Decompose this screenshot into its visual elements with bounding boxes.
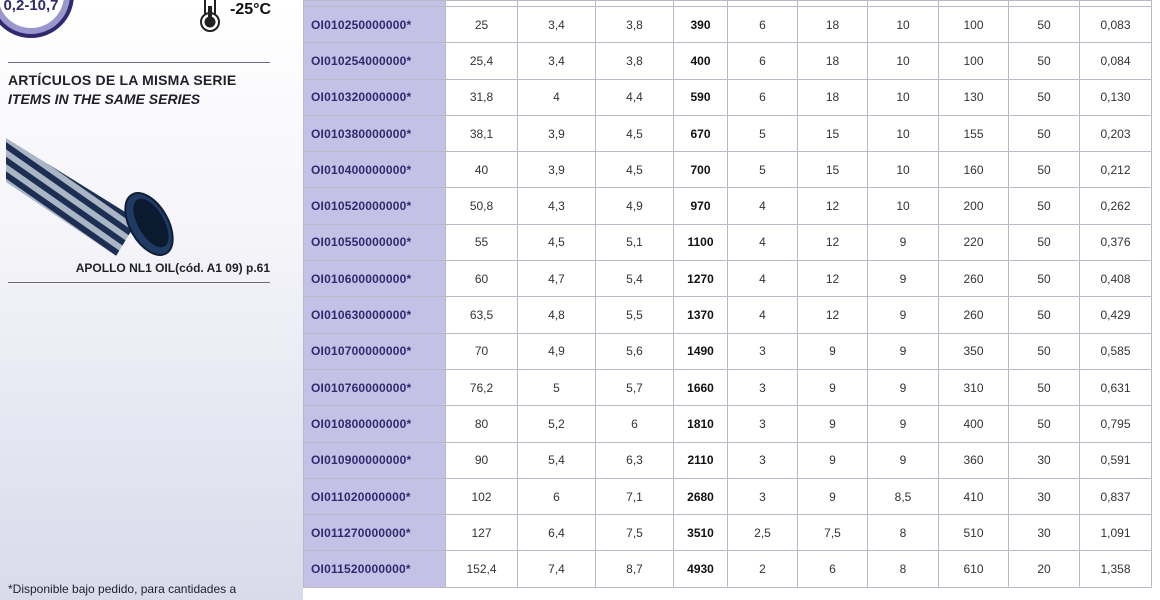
table-cell: 50 xyxy=(1009,79,1080,115)
table-cell: 5,5 xyxy=(596,297,674,333)
article-code-cell: OI010320000000* xyxy=(304,79,446,115)
table-cell: 6,4 xyxy=(518,515,596,551)
thermometer-icon xyxy=(196,0,224,32)
table-cell: 0,837 xyxy=(1080,478,1152,514)
table-cell: 0,795 xyxy=(1080,406,1152,442)
table-cell: 8 xyxy=(868,515,939,551)
table-cell: 4 xyxy=(728,297,798,333)
table-cell: 9 xyxy=(868,369,939,405)
table-cell: 260 xyxy=(939,297,1009,333)
table-row xyxy=(304,478,1152,514)
table-cell: 10 xyxy=(868,152,939,188)
table-row xyxy=(304,79,1152,115)
table-cell: 0,591 xyxy=(1080,442,1152,478)
table-cell: 127 xyxy=(446,515,518,551)
table-cell: 3 xyxy=(728,442,798,478)
bold-value-cell: 700 xyxy=(674,152,728,188)
table-cell: 25 xyxy=(446,7,518,43)
table-cell: 3,8 xyxy=(596,7,674,43)
table-cell: 10 xyxy=(868,79,939,115)
table-cell: 10 xyxy=(868,115,939,151)
article-code-cell: OI010550000000* xyxy=(304,224,446,260)
table-cell: 5,7 xyxy=(596,369,674,405)
table-cell: 50 xyxy=(1009,261,1080,297)
table-cell: 5 xyxy=(728,152,798,188)
table-cell: 4 xyxy=(728,188,798,224)
table-row xyxy=(304,261,1152,297)
table-cell: 18 xyxy=(798,7,868,43)
table-cell: 90 xyxy=(446,442,518,478)
table-cell: 4 xyxy=(728,224,798,260)
table-cell: 0,212 xyxy=(1080,152,1152,188)
table-cell: 610 xyxy=(939,551,1009,587)
table-cell: 5 xyxy=(518,369,596,405)
table-cell: 0,083 xyxy=(1080,7,1152,43)
bold-value-cell: 390 xyxy=(674,7,728,43)
divider xyxy=(8,282,270,283)
table-cell: 80 xyxy=(446,406,518,442)
table-cell: 20 xyxy=(1009,551,1080,587)
table-cell: 50,8 xyxy=(446,188,518,224)
table-cell: 4,5 xyxy=(518,224,596,260)
article-code-cell: OI010700000000* xyxy=(304,333,446,369)
bold-value-cell: 1370 xyxy=(674,297,728,333)
table-cell: 4,9 xyxy=(596,188,674,224)
table-cell: 4,5 xyxy=(596,115,674,151)
article-code-cell: OI010900000000* xyxy=(304,442,446,478)
bold-value-cell: 1270 xyxy=(674,261,728,297)
table-cell: 200 xyxy=(939,188,1009,224)
article-code-cell: OI010600000000* xyxy=(304,261,446,297)
table-cell: 55 xyxy=(446,224,518,260)
table-cell: 50 xyxy=(1009,7,1080,43)
article-code-cell: OI010520000000* xyxy=(304,188,446,224)
table-cell: 70 xyxy=(446,333,518,369)
table-cell: 9 xyxy=(798,369,868,405)
article-code-cell: OI010630000000* xyxy=(304,297,446,333)
table-cell: 7,4 xyxy=(518,551,596,587)
table-cell: 260 xyxy=(939,261,1009,297)
table-cell: 12 xyxy=(798,188,868,224)
table-cell: 3 xyxy=(728,406,798,442)
bold-value-cell: 4930 xyxy=(674,551,728,587)
table-cell: 5,4 xyxy=(518,442,596,478)
article-code-cell: OI010254000000* xyxy=(304,43,446,79)
table-cell: 9 xyxy=(798,406,868,442)
table-cell: 50 xyxy=(1009,224,1080,260)
table-cell: 9 xyxy=(868,333,939,369)
related-product-link[interactable]: APOLLO NL1 OIL(cód. A1 09) p.61 xyxy=(75,261,270,275)
table-cell: 8 xyxy=(868,551,939,587)
article-code-cell: OI011020000000* xyxy=(304,478,446,514)
table-cell: 152,4 xyxy=(446,551,518,587)
bold-value-cell: 670 xyxy=(674,115,728,151)
table-cell: 15 xyxy=(798,152,868,188)
product-table xyxy=(303,0,1152,588)
table-cell: 6 xyxy=(798,551,868,587)
table-cell: 4,4 xyxy=(596,79,674,115)
table-cell: 30 xyxy=(1009,478,1080,514)
table-cell: 76,2 xyxy=(446,369,518,405)
bold-value-cell: 1810 xyxy=(674,406,728,442)
table-cell: 0,262 xyxy=(1080,188,1152,224)
table-cell: 220 xyxy=(939,224,1009,260)
table-cell: 18 xyxy=(798,79,868,115)
table-cell: 2,5 xyxy=(728,515,798,551)
table-cell: 7,5 xyxy=(596,515,674,551)
table-cell: 6 xyxy=(728,79,798,115)
table-cell: 310 xyxy=(939,369,1009,405)
bold-value-cell: 1660 xyxy=(674,369,728,405)
table-cell: 30 xyxy=(1009,442,1080,478)
table-cell: 7,5 xyxy=(798,515,868,551)
table-cell: 9 xyxy=(868,261,939,297)
table-cell: 0,585 xyxy=(1080,333,1152,369)
table-row xyxy=(304,297,1152,333)
table-cell: 410 xyxy=(939,478,1009,514)
table-row xyxy=(304,442,1152,478)
bold-value-cell: 2680 xyxy=(674,478,728,514)
article-code-cell: OI011270000000* xyxy=(304,515,446,551)
table-row xyxy=(304,7,1152,43)
table-row xyxy=(304,515,1152,551)
table-cell: 4,7 xyxy=(518,261,596,297)
table-cell: 3,4 xyxy=(518,43,596,79)
table-cell: 4,5 xyxy=(596,152,674,188)
table-cell: 160 xyxy=(939,152,1009,188)
table-cell: 3,4 xyxy=(518,7,596,43)
badge-text: 0,2-10,7 xyxy=(3,0,59,14)
table-cell: 4 xyxy=(728,261,798,297)
bold-value-cell: 2110 xyxy=(674,442,728,478)
table-cell: 6 xyxy=(518,478,596,514)
article-code-cell: OI010400000000* xyxy=(304,152,446,188)
table-cell: 102 xyxy=(446,478,518,514)
table-cell: 18 xyxy=(798,43,868,79)
table-cell: 9 xyxy=(868,442,939,478)
table-cell: 50 xyxy=(1009,152,1080,188)
bold-value-cell: 590 xyxy=(674,79,728,115)
table-cell: 100 xyxy=(939,43,1009,79)
table-cell: 8,5 xyxy=(868,478,939,514)
table-row xyxy=(304,551,1152,587)
table-cell: 10 xyxy=(868,43,939,79)
table-cell: 15 xyxy=(798,115,868,151)
table-row xyxy=(304,152,1152,188)
table-cell: 0,429 xyxy=(1080,297,1152,333)
table-cell: 3,9 xyxy=(518,115,596,151)
bold-value-cell: 1490 xyxy=(674,333,728,369)
table-cell: 12 xyxy=(798,261,868,297)
table-cell: 10 xyxy=(868,7,939,43)
table-row xyxy=(304,369,1152,405)
table-row xyxy=(304,224,1152,260)
table-cell: 510 xyxy=(939,515,1009,551)
table-cell: 3,9 xyxy=(518,152,596,188)
table-cell: 3 xyxy=(728,478,798,514)
bold-value-cell: 970 xyxy=(674,188,728,224)
table-cell: 38,1 xyxy=(446,115,518,151)
table-cell: 0,408 xyxy=(1080,261,1152,297)
article-code-cell: OI010380000000* xyxy=(304,115,446,151)
table-cell: 50 xyxy=(1009,406,1080,442)
table-cell: 8,7 xyxy=(596,551,674,587)
table-cell: 3 xyxy=(728,369,798,405)
table-cell: 30 xyxy=(1009,515,1080,551)
footnote: *Disponible bajo pedido, para cantidades a xyxy=(8,582,237,596)
table-cell: 360 xyxy=(939,442,1009,478)
table-cell: 12 xyxy=(798,224,868,260)
table-cell: 4 xyxy=(518,79,596,115)
table-cell: 400 xyxy=(939,406,1009,442)
table-cell: 6 xyxy=(728,7,798,43)
hose-product-image xyxy=(6,120,174,260)
table-cell: 2 xyxy=(728,551,798,587)
table-cell: 0,203 xyxy=(1080,115,1152,151)
table-cell: 40 xyxy=(446,152,518,188)
table-cell: 50 xyxy=(1009,297,1080,333)
divider xyxy=(8,62,270,63)
pressure-badge xyxy=(0,0,74,38)
table-cell: 9 xyxy=(868,224,939,260)
table-cell: 3,8 xyxy=(596,43,674,79)
table-cell: 5,2 xyxy=(518,406,596,442)
table-cell: 31,8 xyxy=(446,79,518,115)
bold-value-cell: 3510 xyxy=(674,515,728,551)
table-cell: 0,376 xyxy=(1080,224,1152,260)
article-code-cell: OI010250000000* xyxy=(304,7,446,43)
table-cell: 4,3 xyxy=(518,188,596,224)
table-cell: 4,8 xyxy=(518,297,596,333)
table-cell: 60 xyxy=(446,261,518,297)
table-cell: 12 xyxy=(798,297,868,333)
table-cell: 6 xyxy=(596,406,674,442)
table-cell: 50 xyxy=(1009,115,1080,151)
table-cell: 10 xyxy=(868,188,939,224)
table-cell: 0,130 xyxy=(1080,79,1152,115)
table-cell: 155 xyxy=(939,115,1009,151)
table-cell: 130 xyxy=(939,79,1009,115)
table-cell: 25,4 xyxy=(446,43,518,79)
article-code-cell: OI011520000000* xyxy=(304,551,446,587)
table-cell: 5,1 xyxy=(596,224,674,260)
table-cell: 63,5 xyxy=(446,297,518,333)
table-row xyxy=(304,406,1152,442)
table-cell: 9 xyxy=(798,333,868,369)
table-cell: 5 xyxy=(728,115,798,151)
temperature-label: -25°C xyxy=(230,1,272,18)
table-cell: 0,084 xyxy=(1080,43,1152,79)
table-row xyxy=(304,333,1152,369)
table-cell: 5,4 xyxy=(596,261,674,297)
sidebar xyxy=(0,0,303,600)
table-cell: 5,6 xyxy=(596,333,674,369)
bold-value-cell: 400 xyxy=(674,43,728,79)
table-cell: 4,9 xyxy=(518,333,596,369)
table-cell: 350 xyxy=(939,333,1009,369)
table-cell: 1,091 xyxy=(1080,515,1152,551)
table-cell: 50 xyxy=(1009,333,1080,369)
table-cell: 9 xyxy=(798,442,868,478)
table-row xyxy=(304,43,1152,79)
table-cell: 6,3 xyxy=(596,442,674,478)
series-title-es: ARTÍCULOS DE LA MISMA SERIE xyxy=(8,72,237,88)
table-cell: 7,1 xyxy=(596,478,674,514)
article-code-cell: OI010800000000* xyxy=(304,406,446,442)
table-cell: 50 xyxy=(1009,43,1080,79)
table-cell: 9 xyxy=(868,406,939,442)
table-cell: 50 xyxy=(1009,369,1080,405)
table-cell: 0,631 xyxy=(1080,369,1152,405)
table-row xyxy=(304,188,1152,224)
article-code-cell: OI010760000000* xyxy=(304,369,446,405)
table-cell: 9 xyxy=(798,478,868,514)
table-cell: 1,358 xyxy=(1080,551,1152,587)
table-cell: 6 xyxy=(728,43,798,79)
table-cell: 100 xyxy=(939,7,1009,43)
table-cell: 50 xyxy=(1009,188,1080,224)
table-cell: 9 xyxy=(868,297,939,333)
table-row xyxy=(304,115,1152,151)
table-cell: 3 xyxy=(728,333,798,369)
bold-value-cell: 1100 xyxy=(674,224,728,260)
series-title-en: ITEMS IN THE SAME SERIES xyxy=(8,91,201,107)
